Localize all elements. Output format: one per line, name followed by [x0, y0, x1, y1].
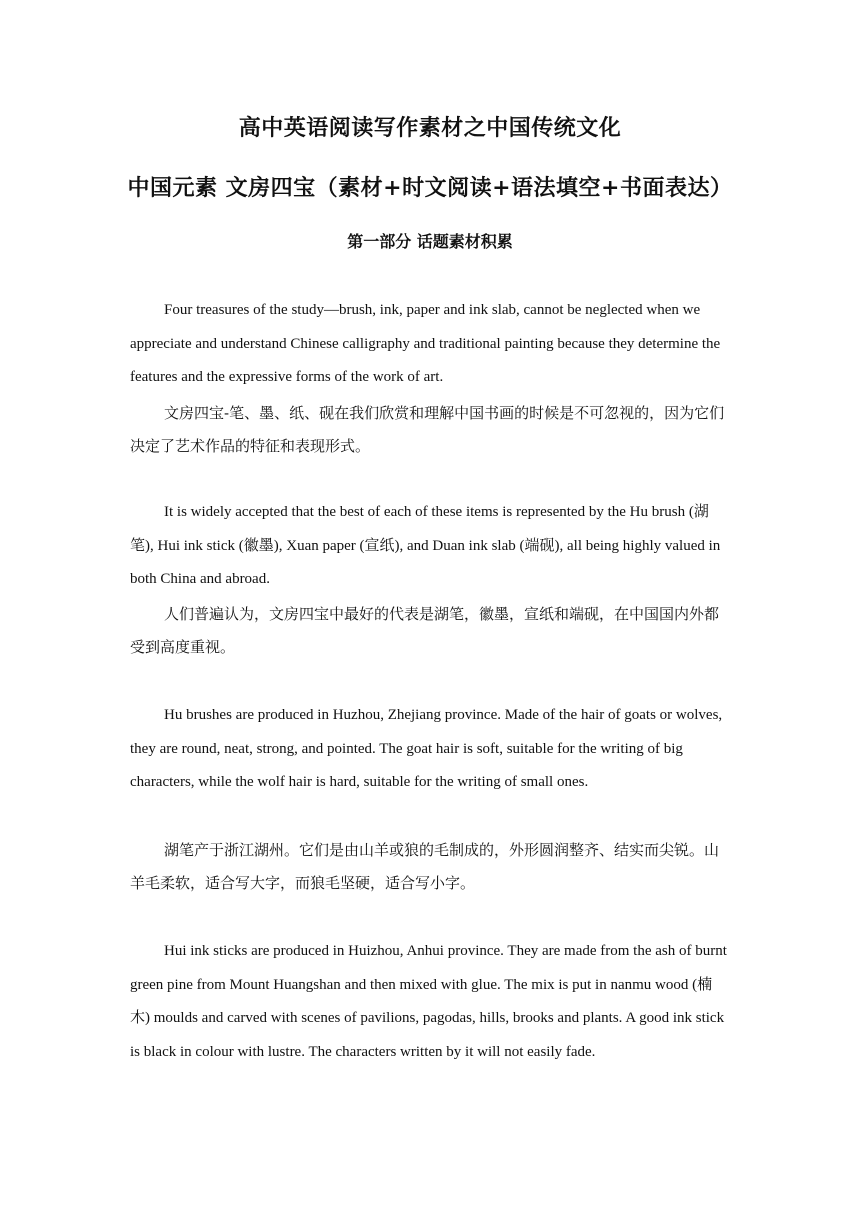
- document-subtitle: 中国元素 文房四宝（素材+时文阅读+语法填空+书面表达）: [127, 175, 733, 201]
- paragraph-zh-3: 湖笔产于浙江湖州。它们是由山羊或狼的毛制成的，外形圆润整齐、结实而尖锐。山羊毛柔软，适合写大字，而狼毛坚硬，适合写小字。: [130, 841, 720, 892]
- paragraph-en-2: It is widely accepted that the best of each of these items is represented by the Hu brush (湖笔), Hui ink stick (徽墨), Xuan paper (宣纸), and Duan ink slab (端砚), all being highly valued in both China and abroad.: [130, 504, 721, 588]
- section-heading: 第一部分 话题素材积累: [347, 232, 513, 251]
- paragraph-zh-1: 文房四宝-笔、墨、纸、砚在我们欣赏和理解中国书画的时候是不可忽视的，因为它们决定了艺术作品的特征和表现形式。: [130, 404, 725, 455]
- paragraph-zh-2: 人们普遍认为，文房四宝中最好的代表是湖笔，徽墨，宣纸和端砚，在中国国内外都受到高度重视。: [130, 605, 720, 656]
- paragraph-en-1: Four treasures of the study—brush, ink, paper and ink slab, cannot be neglected when we appreciate and understand Chinese calligraphy and traditional painting because they determine the features and the expressive forms of the work of art.: [130, 302, 721, 386]
- document-title: 高中英语阅读写作素材之中国传统文化: [238, 115, 622, 141]
- paragraph-en-3: Hu brushes are produced in Huzhou, Zhejiang province. Made of the hair of goats or wolves, they are round, neat, strong, and pointed. The goat hair is soft, suitable for the writing of big characters, while the wolf hair is hard, suitable for the writing of small ones.: [130, 707, 723, 791]
- paragraph-en-4: Hui ink sticks are produced in Huizhou, Anhui province. They are made from the ash of burnt green pine from Mount Huangshan and then mixed with glue. The mix is put in nanmu wood (楠木) moulds and carved with scenes of pavilions, pagodas, hills, brooks and plants. A good ink stick is black in colour with lustre. The characters written by it will not easily fade.: [130, 943, 727, 1060]
